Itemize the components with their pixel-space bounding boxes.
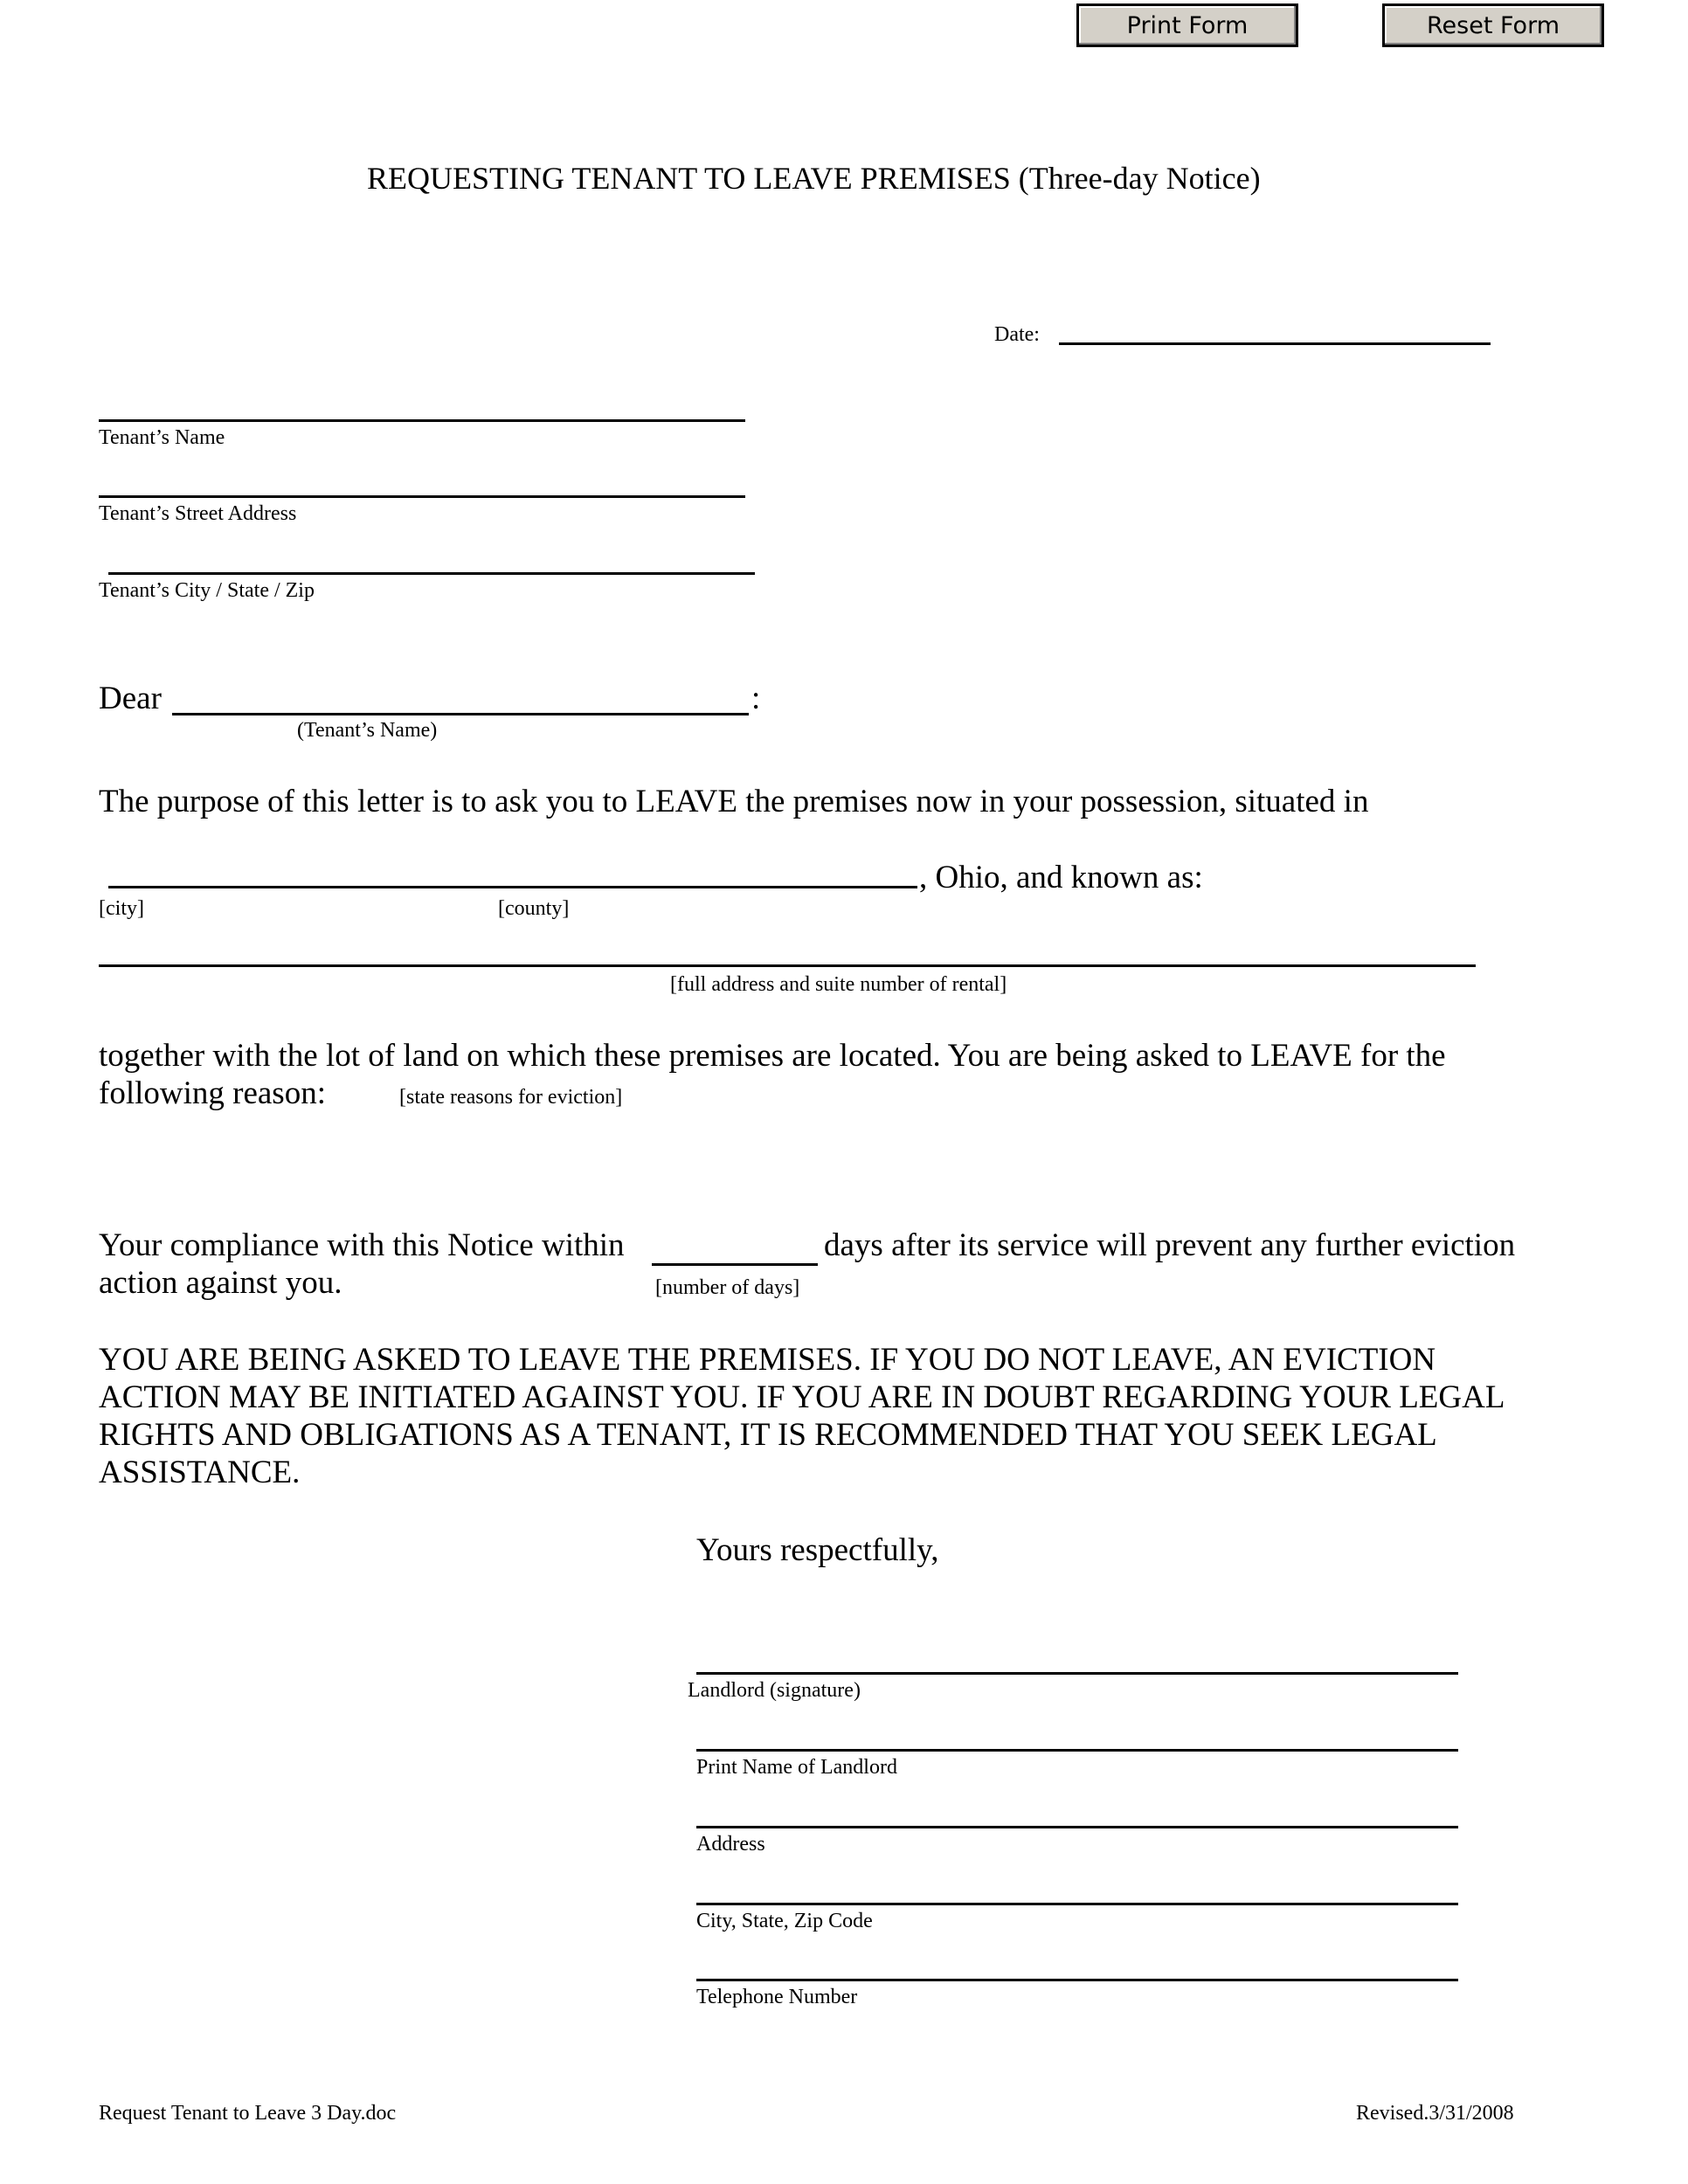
- number-of-days-field[interactable]: [652, 1234, 818, 1263]
- number-of-days-underline: [652, 1263, 818, 1266]
- landlord-city-underline: [696, 1903, 1458, 1905]
- date-field[interactable]: [1059, 313, 1491, 342]
- salutation-underline: [172, 713, 749, 715]
- salutation-prefix: Dear: [99, 681, 162, 716]
- county-hint: [county]: [498, 897, 570, 920]
- warning-line: ASSISTANCE.: [99, 1455, 301, 1490]
- date-label: Date:: [994, 323, 1040, 346]
- warning-line: RIGHTS AND OBLIGATIONS AS A TENANT, IT IS RECOMMENDED THAT YOU SEEK LEGAL: [99, 1417, 1437, 1453]
- rental-address-field[interactable]: [99, 935, 1476, 964]
- purpose-text: The purpose of this letter is to ask you to LEAVE the premises now in your possession, situated in: [99, 784, 1369, 819]
- city-county-field[interactable]: [108, 856, 917, 886]
- landlord-signature-field[interactable]: [696, 1642, 1458, 1672]
- warning-line: YOU ARE BEING ASKED TO LEAVE THE PREMISES. IF YOU DO NOT LEAVE, AN EVICTION: [99, 1342, 1436, 1378]
- tenant-city-field[interactable]: [108, 543, 755, 572]
- salutation-colon: :: [751, 681, 761, 716]
- city-county-underline: [108, 886, 917, 888]
- closing-text: Yours respectfully,: [696, 1532, 939, 1568]
- landlord-phone-label: Telephone Number: [696, 1986, 858, 2008]
- salutation-name-field[interactable]: [172, 683, 749, 713]
- tenant-city-underline: [108, 572, 755, 575]
- tenant-street-label: Tenant’s Street Address: [99, 502, 297, 525]
- warning-paragraph: [99, 1341, 1505, 1491]
- footer-revised-date: Revised.3/31/2008: [1356, 2102, 1514, 2125]
- landlord-name-field[interactable]: [696, 1719, 1458, 1749]
- landlord-name-label: Print Name of Landlord: [696, 1756, 897, 1779]
- landlord-city-label: City, State, Zip Code: [696, 1910, 873, 1932]
- tenant-name-field[interactable]: [99, 390, 745, 419]
- landlord-signature-underline: [696, 1672, 1458, 1675]
- landlord-city-field[interactable]: [696, 1873, 1458, 1903]
- salutation-hint: (Tenant’s Name): [297, 719, 438, 742]
- tenant-street-underline: [99, 495, 745, 498]
- number-of-days-hint: [number of days]: [655, 1276, 800, 1299]
- landlord-phone-field[interactable]: [696, 1949, 1458, 1979]
- landlord-address-underline: [696, 1826, 1458, 1828]
- reason-text-line1: together with the lot of land on which these premises are located. You are being asked to LEAVE for the: [99, 1038, 1446, 1074]
- date-underline: [1059, 342, 1491, 345]
- rental-address-underline: [99, 964, 1476, 967]
- landlord-address-field[interactable]: [696, 1796, 1458, 1826]
- rental-address-hint: [full address and suite number of rental]: [670, 973, 1007, 996]
- tenant-name-underline: [99, 419, 745, 422]
- landlord-signature-label: Landlord (signature): [688, 1679, 861, 1702]
- page-title: REQUESTING TENANT TO LEAVE PREMISES (Three-day Notice): [367, 161, 1261, 196]
- reason-text-line2: following reason:: [99, 1075, 326, 1111]
- tenant-city-label: Tenant’s City / State / Zip: [99, 579, 315, 602]
- landlord-address-label: Address: [696, 1833, 765, 1856]
- compliance-prefix: Your compliance with this Notice within: [99, 1227, 625, 1263]
- compliance-suffix: days after its service will prevent any further eviction: [824, 1227, 1516, 1263]
- tenant-street-field[interactable]: [99, 466, 745, 495]
- tenant-name-label: Tenant’s Name: [99, 426, 225, 449]
- city-hint: [city]: [99, 897, 144, 920]
- footer-filename: Request Tenant to Leave 3 Day.doc: [99, 2102, 397, 2125]
- reset-form-button[interactable]: Reset Form: [1382, 3, 1604, 47]
- landlord-name-underline: [696, 1749, 1458, 1752]
- warning-line: ACTION MAY BE INITIATED AGAINST YOU. IF YOU ARE IN DOUBT REGARDING YOUR LEGAL: [99, 1379, 1505, 1415]
- print-form-button[interactable]: Print Form: [1076, 3, 1298, 47]
- landlord-phone-underline: [696, 1979, 1458, 1981]
- compliance-line2: action against you.: [99, 1265, 342, 1301]
- reason-hint[interactable]: [state reasons for eviction]: [399, 1086, 623, 1109]
- ohio-known-as-text: , Ohio, and known as:: [919, 860, 1203, 895]
